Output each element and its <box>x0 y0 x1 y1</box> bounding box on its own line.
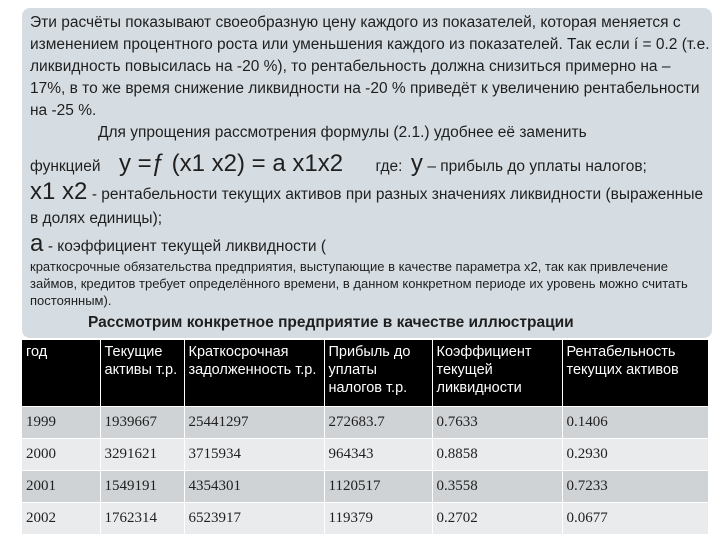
cell-profit: 964343 <box>324 439 432 471</box>
a-note: краткосрочные обязательства предприятия, выступающие в качестве параметра x2, так как привлечение займов, кредитов требует определённого времени, в данном конкретном периоде их уровень можно считать постоянным). <box>30 259 688 308</box>
data-table <box>22 340 708 534</box>
cell-short-term-debt: 25441297 <box>184 407 324 439</box>
table-header-row <box>22 340 708 407</box>
where-label: где: <box>375 158 403 175</box>
formula: y =ƒ (x1 x2) = a x1x2 <box>118 150 344 177</box>
cell-profit: 1120517 <box>324 471 432 503</box>
cell-liquidity-ratio: 0.3558 <box>432 471 562 503</box>
cell-profit: 272683.7 <box>324 407 432 439</box>
function-word: функцией <box>30 158 101 175</box>
cell-profitability: 0.7233 <box>562 471 708 503</box>
header-year: год <box>22 340 100 407</box>
cell-year: 2001 <box>22 471 100 503</box>
cell-profitability: 0.2930 <box>562 439 708 471</box>
x-description: - рентабельности текущих активов при разных значениях ликвидности (выраженные в долях единицы); <box>30 186 704 227</box>
header-short-term-debt: Краткосрочная задолженность т.р. <box>184 340 324 407</box>
table-row <box>22 503 708 535</box>
header-liquidity-ratio: Коэффициент текущей ликвидности <box>432 340 562 407</box>
a-definition <box>30 230 326 258</box>
explanation-text <box>30 12 710 144</box>
formula-line <box>30 150 647 178</box>
cell-year: 2000 <box>22 439 100 471</box>
cell-short-term-debt: 6523917 <box>184 503 324 535</box>
cell-current-assets: 1549191 <box>100 471 184 503</box>
cell-year: 1999 <box>22 407 100 439</box>
y-description: – прибыль до уплаты налогов; <box>427 158 647 175</box>
cell-liquidity-ratio: 0.8858 <box>432 439 562 471</box>
x-definition <box>30 180 710 231</box>
cell-profit: 119379 <box>324 503 432 535</box>
cell-profitability: 0.1406 <box>562 407 708 439</box>
cell-short-term-debt: 3715934 <box>184 439 324 471</box>
header-profitability: Рентабельность текущих активов <box>562 340 708 407</box>
cell-short-term-debt: 4354301 <box>184 471 324 503</box>
cell-current-assets: 1762314 <box>100 503 184 535</box>
cell-current-assets: 3291621 <box>100 439 184 471</box>
cell-liquidity-ratio: 0.7633 <box>432 407 562 439</box>
cell-profitability: 0.0677 <box>562 503 708 535</box>
paragraph-2: Для упрощения рассмотрения формулы (2.1.) удобнее её заменить <box>98 124 587 141</box>
table-row <box>22 439 708 471</box>
table-row <box>22 471 708 503</box>
x-symbols: x1 x2 <box>30 178 88 205</box>
section-heading: Рассмотрим конкретное предприятие в качестве иллюстрации <box>88 314 574 331</box>
a-symbol: a <box>30 230 44 257</box>
a-description: - коэффициент текущей ликвидности ( <box>47 238 327 255</box>
y-symbol: y <box>410 150 423 177</box>
header-current-assets: Текущие активы т.р. <box>100 340 184 407</box>
header-profit: Прибыль до уплаты налогов т.р. <box>324 340 432 407</box>
cell-year: 2002 <box>22 503 100 535</box>
paragraph-1: Эти расчёты показывают своеобразную цену каждого из показателей, которая меняется с изменением процентного роста или уменьшения каждого из показателей. Так если í = 0.2 (т.е. ликвидность повысилась на -20 %), то рентабельность должна снизиться примерно на – 17%, в то же время снижение ликвидности на -20 % приведёт к увеличению рентабельности на -25 %. <box>30 14 710 119</box>
cell-liquidity-ratio: 0.2702 <box>432 503 562 535</box>
table-row <box>22 407 708 439</box>
cell-current-assets: 1939667 <box>100 407 184 439</box>
